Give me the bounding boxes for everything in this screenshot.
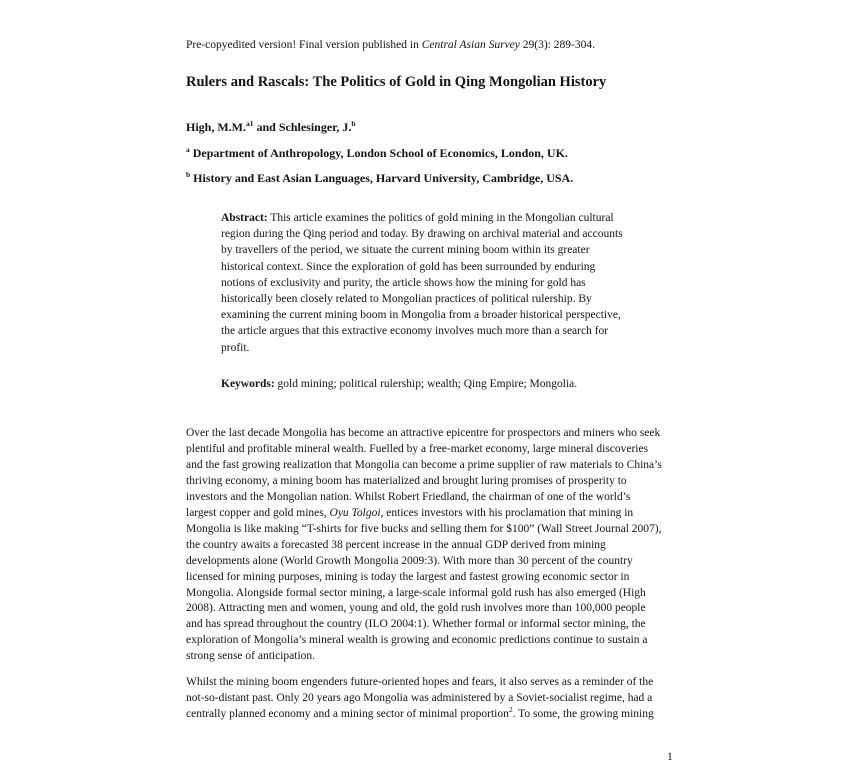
text-line: and the fast growing realization that Mongolia can become a prime supplier of raw materials to China’s: [186, 458, 662, 471]
text-line: Whilst the mining boom engenders future-oriented hopes and fears, it also serves as a reminder of the: [186, 676, 654, 688]
keywords: Keywords: gold mining; political rulership; wealth; Qing Empire; Mongolia.: [221, 378, 578, 390]
abstract-line: region during the Qing period and today. By drawing on archival material and accounts: [221, 228, 623, 241]
text-line: Over the last decade Mongolia has become an attractive epicentre for prospectors and miners who seek: [186, 427, 661, 439]
abstract-line: Abstract: This article examines the politics of gold mining in the Mongolian cultural: [221, 212, 614, 224]
text-line: investors and the Mongolian nation. Whilst Robert Friedland, the chairman of one of the world’s: [186, 490, 631, 503]
body-paragraph-1: [186, 426, 686, 665]
affiliation-b: $^b$ History and East Asian Languages, Harvard University, Cambridge, USA.: [186, 170, 574, 185]
page-number: 1: [667, 751, 673, 763]
keywords-label: Keywords:: [221, 378, 275, 390]
text-line: the country awaits a forecasted 38 percent increase in the annual GDP derived from mining: [186, 538, 606, 551]
abstract-label: Abstract:: [221, 212, 268, 224]
mine-name: Oyu Tolgoi: [329, 506, 381, 519]
text-line: strong sense of anticipation.: [186, 650, 316, 663]
abstract-line: notions of exclusivity and purity, the article shows how the mining for gold has: [221, 276, 586, 289]
text-line: and has spread throughout the country (ILO 2004:1). Whether formal or informal sector mining, the: [186, 618, 646, 631]
text-line: centrally planned economy and a mining sector of minimal proportion$^2$. To some, the growing mining: [186, 705, 654, 720]
abstract-line: profit.: [221, 341, 250, 354]
footnote-marker[interactable]: 2: [508, 705, 513, 715]
text-line: Mongolia is like making “T-shirts for five bucks and selling them for $100” (Wall Street Journal 2007),: [186, 522, 662, 535]
abstract-line: by travellers of the period, we situate the current mining boom within its greater: [221, 244, 590, 257]
abstract-line: examining the current mining boom in Mongolia from a broader historical perspective,: [221, 309, 621, 322]
abstract-line: the article argues that this extractive economy involves much more than a search for: [221, 325, 609, 338]
text-line: Mongolia. Alongside formal sector mining, a large-scale informal gold rush has also emerged (High: [186, 586, 646, 599]
text-line: exploration of Mongolia’s mineral wealth is growing and economic predictions continue to sustain a: [186, 634, 648, 647]
text-line: not-so-distant past. Only 20 years ago Mongolia was administered by a Soviet-socialist regime, had a: [186, 691, 653, 704]
abstract-line: historical context. Since the exploration of gold has been surrounded by enduring: [221, 260, 596, 273]
abstract: [221, 210, 641, 356]
body-paragraph-2: [186, 675, 686, 723]
paper-title: Rulers and Rascals: The Politics of Gold in Qing Mongolian History: [186, 74, 607, 90]
text-line: licensed for mining purposes, mining is today the largest and fastest growing economic sector in: [186, 570, 630, 583]
publication-note: Pre-copyedited version! Final version published in Central Asian Survey 29(3): 289-304.: [186, 39, 595, 51]
text-line: 2008). Attracting men and women, young and old, the gold rush involves more than 100,000 people: [186, 602, 646, 615]
text-line: developments alone (World Growth Mongolia 2009:3). With more than 30 percent of the country: [186, 554, 633, 567]
journal-name: Central Asian Survey: [421, 39, 520, 51]
abstract-line: historically been closely related to Mongolian practices of political rulership. By: [221, 293, 592, 306]
text-line: largest copper and gold mines, Oyu Tolgoi, entices investors with his proclamation that mining in: [186, 506, 634, 519]
affiliation-a: $^a$ Department of Anthropology, London School of Economics, London, UK.: [186, 145, 568, 160]
author-line: High, M.M.$^{a1}$ and Schlesinger, J.$^b$: [186, 119, 356, 134]
text-line: plentiful and profitable mineral wealth. Fuelled by a free-market economy, large mineral discoveries: [186, 442, 649, 455]
text-line: thriving economy, a mining boom has materialized and brought luring promises of prosperity to: [186, 474, 627, 487]
